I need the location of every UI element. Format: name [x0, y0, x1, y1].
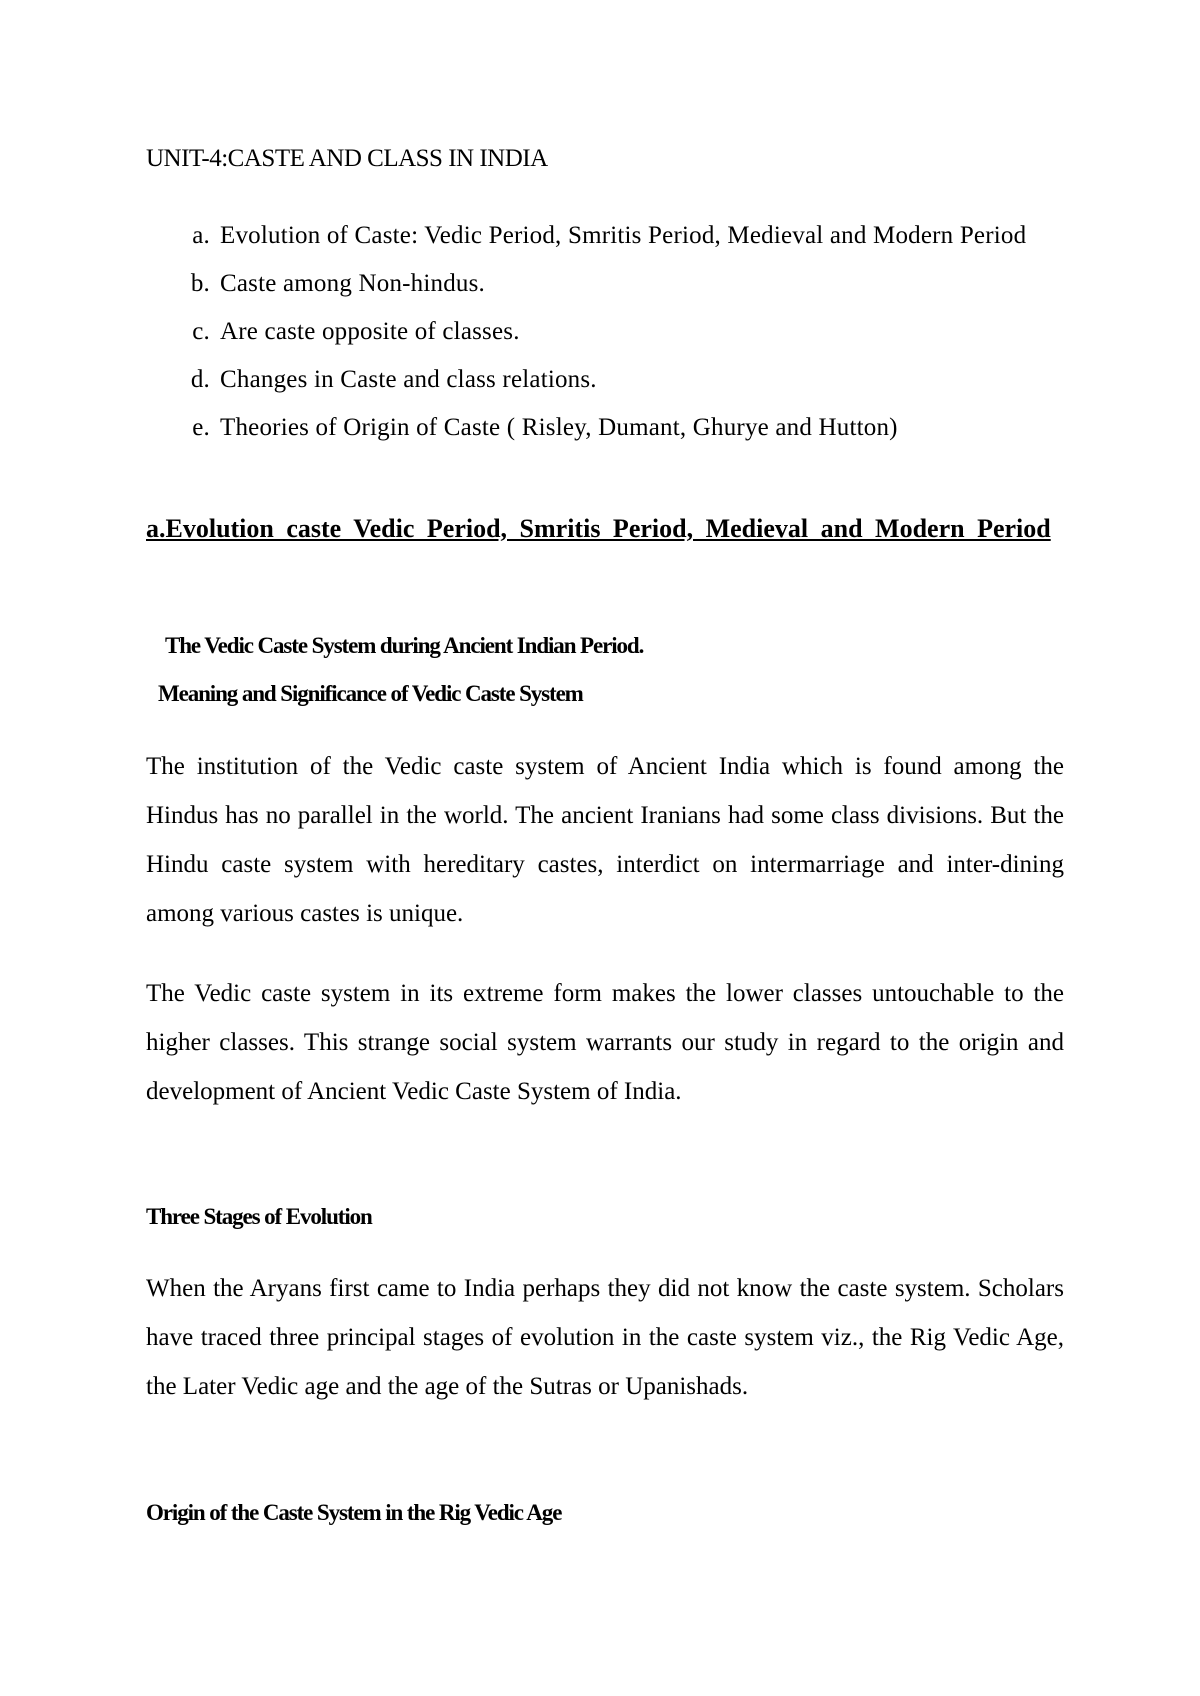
paragraph: The Vedic caste system in its extreme form makes the lower classes untouchable to the higher classes. This strange social system warrants our study in regard to the origin and development of Ancient Vedic Caste System of India. [146, 980, 1064, 1105]
unit-title: UNIT-4:CASTE AND CLASS IN INDIA [146, 145, 548, 172]
subheading-meaning-significance: Meaning and Significance of Vedic Caste System [158, 681, 583, 706]
list-marker: c. [192, 318, 210, 345]
list-item-text: Theories of Origin of Caste ( Risley, Dumant, Ghurye and Hutton) [220, 414, 898, 441]
list-marker: e. [192, 414, 210, 441]
paragraph: When the Aryans first came to India perhaps they did not know the caste system. Scholars have traced three principal stages of evolution in the caste system viz., the Rig Vedic Age, the Later Vedic age and the age of the Sutras or Upanishads. [146, 1275, 1064, 1400]
list-item-text: Changes in Caste and class relations. [220, 366, 597, 393]
list-item [146, 212, 1064, 260]
list-marker: d. [190, 366, 210, 393]
list-item-text: Are caste opposite of classes. [220, 318, 520, 345]
subheading-rig-vedic-origin: Origin of the Caste System in the Rig Vedic Age [146, 1500, 562, 1525]
topic-list [146, 212, 1064, 452]
list-item [146, 308, 1064, 356]
section-heading: a.Evolution caste Vedic Period, Smritis Period, Medieval and Modern Period [146, 514, 1051, 543]
list-item-text: Caste among Non-hindus. [220, 270, 485, 297]
subheading-vedic-caste-system: The Vedic Caste System during Ancient Indian Period. [165, 633, 644, 658]
list-marker: a. [192, 222, 210, 249]
paragraph: The institution of the Vedic caste system of Ancient India which is found among the Hindus has no parallel in the world. The ancient Iranians had some class divisions. But the Hindu caste system with hereditary castes, interdict on intermarriage and inter-dining among various castes is unique. [146, 753, 1064, 927]
list-item [146, 356, 1064, 404]
list-item [146, 260, 1064, 308]
list-item-text: Evolution of Caste: Vedic Period, Smritis Period, Medieval and Modern Period [220, 222, 1027, 249]
list-marker: b. [190, 270, 210, 297]
subheading-three-stages: Three Stages of Evolution [146, 1204, 372, 1229]
list-item [146, 404, 1064, 452]
